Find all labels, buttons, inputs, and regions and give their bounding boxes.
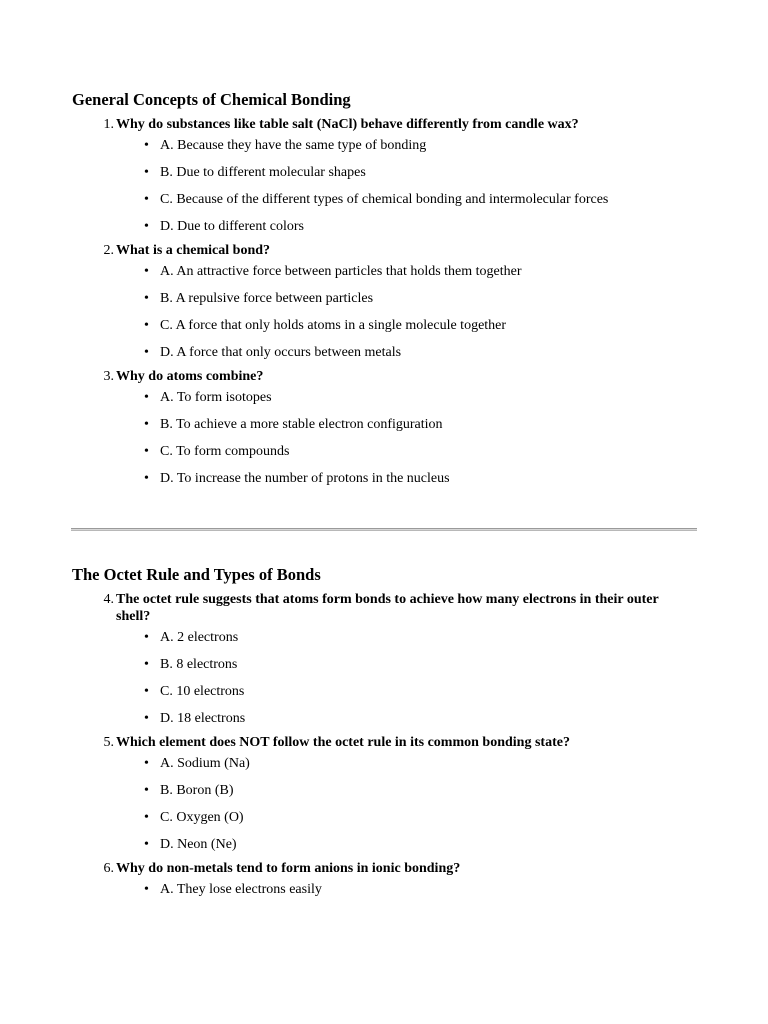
option-text: C. Because of the different types of chemical bonding and intermolecular forces bbox=[160, 192, 609, 207]
question-text: Why do atoms combine? bbox=[116, 369, 264, 384]
option-item bbox=[144, 389, 696, 406]
option-text: B. Due to different molecular shapes bbox=[160, 165, 366, 180]
option-item bbox=[144, 137, 696, 154]
option-text: B. 8 electrons bbox=[160, 657, 238, 672]
option-list bbox=[116, 263, 696, 361]
option-text: A. They lose electrons easily bbox=[160, 882, 322, 897]
bullet-icon: • bbox=[144, 630, 149, 645]
option-item bbox=[144, 218, 696, 235]
option-item bbox=[144, 755, 696, 772]
option-item bbox=[144, 881, 696, 898]
bullet-icon: • bbox=[144, 345, 149, 360]
bullet-icon: • bbox=[144, 882, 149, 897]
option-item bbox=[144, 191, 696, 208]
option-list bbox=[116, 389, 696, 487]
option-text: D. 18 electrons bbox=[160, 711, 246, 726]
option-item bbox=[144, 710, 696, 727]
option-item bbox=[144, 443, 696, 460]
option-text: D. A force that only occurs between metals bbox=[160, 345, 402, 360]
question-text: What is a chemical bond? bbox=[116, 243, 271, 258]
bullet-icon: • bbox=[144, 756, 149, 771]
bullet-icon: • bbox=[144, 444, 149, 459]
option-item bbox=[144, 656, 696, 673]
option-text: B. A repulsive force between particles bbox=[160, 291, 374, 306]
question-number: 3. bbox=[103, 369, 114, 384]
section-general-concepts bbox=[72, 90, 696, 494]
option-item bbox=[144, 263, 696, 280]
bullet-icon: • bbox=[144, 390, 149, 405]
bullet-icon: • bbox=[144, 264, 149, 279]
bullet-icon: • bbox=[144, 471, 149, 486]
option-list bbox=[116, 881, 696, 898]
bullet-icon: • bbox=[144, 810, 149, 825]
bullet-icon: • bbox=[144, 657, 149, 672]
question-text: The octet rule suggests that atoms form bonds to achieve how many electrons in their outer shell? bbox=[116, 592, 659, 624]
option-text: D. Due to different colors bbox=[160, 219, 304, 234]
option-text: B. Boron (B) bbox=[160, 783, 234, 798]
bullet-icon: • bbox=[144, 783, 149, 798]
option-item bbox=[144, 629, 696, 646]
option-text: C. To form compounds bbox=[160, 444, 290, 459]
bullet-icon: • bbox=[144, 192, 149, 207]
option-text: D. Neon (Ne) bbox=[160, 837, 237, 852]
option-text: B. To achieve a more stable electron configuration bbox=[160, 417, 443, 432]
option-item bbox=[144, 836, 696, 853]
option-text: C. 10 electrons bbox=[160, 684, 245, 699]
section-octet-rule bbox=[72, 565, 696, 905]
option-item bbox=[144, 344, 696, 361]
question-number: 1. bbox=[103, 117, 114, 132]
section-title: General Concepts of Chemical Bonding bbox=[72, 90, 351, 109]
question-number: 5. bbox=[103, 735, 114, 750]
bullet-icon: • bbox=[144, 318, 149, 333]
option-text: A. Sodium (Na) bbox=[160, 756, 250, 771]
section-divider bbox=[71, 528, 697, 530]
section-title: The Octet Rule and Types of Bonds bbox=[72, 565, 321, 584]
bullet-icon: • bbox=[144, 219, 149, 234]
option-item bbox=[144, 809, 696, 826]
option-item bbox=[144, 782, 696, 799]
question-item bbox=[103, 368, 696, 487]
question-text: Why do non-metals tend to form anions in ionic bonding? bbox=[116, 861, 461, 876]
bullet-icon: • bbox=[144, 837, 149, 852]
option-text: C. A force that only holds atoms in a single molecule together bbox=[160, 318, 507, 333]
option-text: A. 2 electrons bbox=[160, 630, 239, 645]
question-item bbox=[103, 242, 696, 361]
bullet-icon: • bbox=[144, 138, 149, 153]
question-item bbox=[103, 860, 696, 898]
option-item bbox=[144, 470, 696, 487]
question-item bbox=[103, 591, 696, 727]
question-list bbox=[72, 116, 696, 487]
question-list bbox=[72, 591, 696, 898]
option-list bbox=[116, 755, 696, 853]
question-text: Why do substances like table salt (NaCl) behave differently from candle wax? bbox=[116, 117, 579, 132]
bullet-icon: • bbox=[144, 291, 149, 306]
bullet-icon: • bbox=[144, 684, 149, 699]
bullet-icon: • bbox=[144, 417, 149, 432]
option-text: A. An attractive force between particles that holds them together bbox=[160, 264, 522, 279]
option-item bbox=[144, 317, 696, 334]
bullet-icon: • bbox=[144, 165, 149, 180]
option-list bbox=[116, 629, 696, 727]
question-item bbox=[103, 734, 696, 853]
question-number: 6. bbox=[103, 861, 114, 876]
option-text: D. To increase the number of protons in the nucleus bbox=[160, 471, 450, 486]
bullet-icon: • bbox=[144, 711, 149, 726]
question-number: 4. bbox=[103, 592, 114, 607]
option-text: A. Because they have the same type of bonding bbox=[160, 138, 427, 153]
option-item bbox=[144, 164, 696, 181]
option-text: A. To form isotopes bbox=[160, 390, 272, 405]
option-list bbox=[116, 137, 696, 235]
option-item bbox=[144, 290, 696, 307]
question-item bbox=[103, 116, 696, 235]
option-item bbox=[144, 683, 696, 700]
option-item bbox=[144, 416, 696, 433]
question-number: 2. bbox=[103, 243, 114, 258]
question-text: Which element does NOT follow the octet rule in its common bonding state? bbox=[116, 735, 570, 750]
option-text: C. Oxygen (O) bbox=[160, 810, 244, 825]
